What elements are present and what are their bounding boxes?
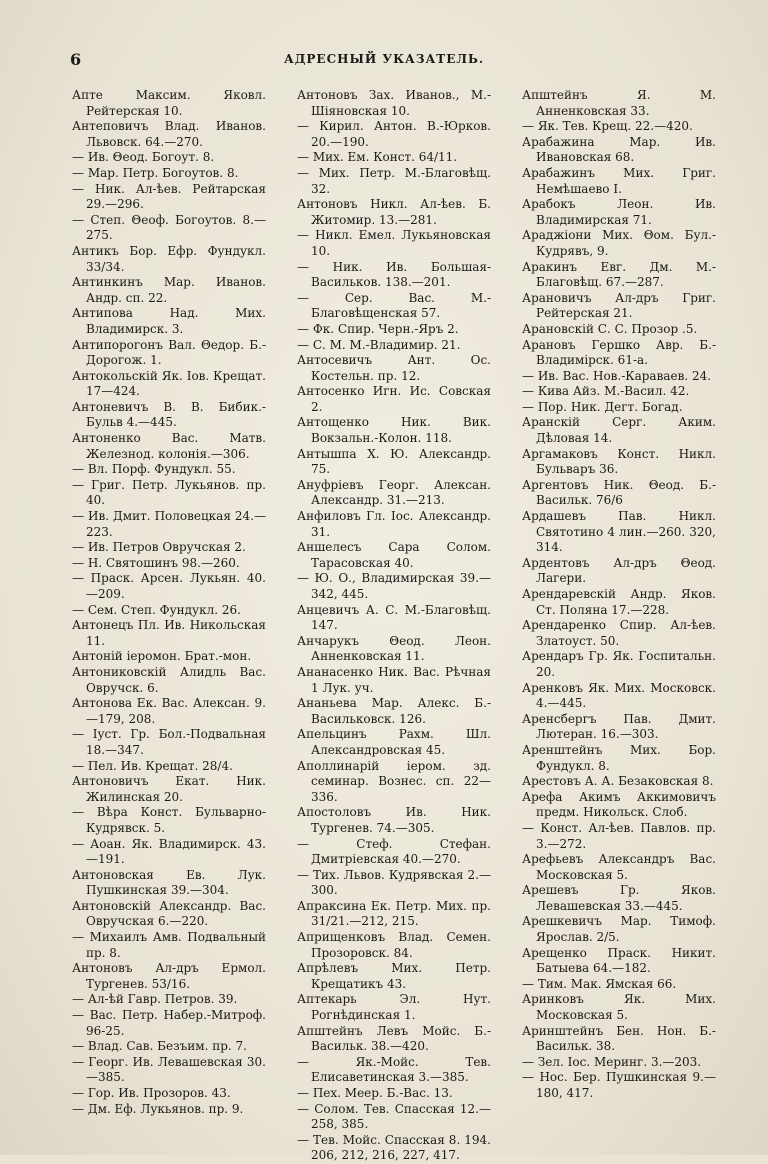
directory-entry: Анцевичъ А. С. М.-Благовѣщ. 147. (297, 602, 491, 633)
directory-entry: Аракинъ Евг. Дм. М.-Благовѣщ. 67.—287. (522, 259, 716, 290)
directory-entry: — Фк. Спир. Черн.-Яръ 2. (297, 321, 459, 336)
page-number: 6 (70, 50, 82, 69)
directory-entry: Антонова Ек. Вас. Алексан. 9.—179, 208. (72, 696, 266, 726)
directory-entry: Антощенко Ник. Вик. Вокзальн.-Колон. 118. (297, 415, 491, 446)
directory-entry: Аранскій Серг. Аким. Дѣловая 14. (522, 415, 716, 446)
directory-entry: — Солом. Тев. Спасская 12.—258, 385. (297, 1101, 491, 1132)
directory-entry: — Сер. Вас. М.-Благовѣщенская 57. (297, 290, 491, 321)
directory-entry: — Георг. Ив. Левашевская 30.—385. (72, 1054, 266, 1085)
directory-entry: Антонецъ Пл. Ив. Никольская 11. (72, 618, 266, 648)
directory-entry: Араджіони Мих. Θом. Бул.-Кудрявъ, 9. (522, 228, 716, 258)
directory-entry: Арабажинъ Мих. Григ. Немѣшаево I. (522, 165, 716, 196)
directory-entry: Антипова Над. Мих. Владимирск. 3. (72, 306, 266, 336)
directory-entry: — Зел. Іос. Меринг. 3.—203. (522, 1054, 702, 1069)
directory-entry: Арановичъ Ал-дръ Григ. Рейтерская 21. (522, 290, 716, 321)
directory-entry: Антоновъ Никл. Ал-ѣев. Б. Житомир. 13.—281. (297, 197, 491, 227)
directory-entry: — Тим. Мак. Ямская 66. (522, 976, 677, 991)
directory-entry: Антоновъ Ал-дръ Ермол. Тургенев. 53/16. (72, 961, 266, 991)
directory-entry: — Конст. Ал-ѣев. Павлов. пр. 3.—272. (522, 820, 716, 851)
directory-entry: — Аоан. Як. Владимирск. 43.—191. (72, 836, 266, 867)
directory-entry: Антоновская Ев. Лук. Пушкинская 39.—304. (72, 867, 266, 898)
directory-entry: — Пел. Ив. Крещат. 28/4. (72, 758, 233, 773)
directory-entry: — Стеф. Стефан. Дмитріевская 40.—270. (297, 836, 491, 867)
directory-entry: Антоненко Вас. Матв. Железнод. колонія.—306. (72, 431, 266, 461)
directory-entry: Антокольскій Як. Іов. Крещат. 17—424. (72, 368, 266, 399)
directory-entry: Апраксина Ек. Петр. Мих. пр. 31/21.—212, 215. (297, 898, 491, 929)
directory-entry: Ардентовъ Ал-дръ Θеод. Лагери. (522, 555, 716, 586)
directory-entry: Ануфріевъ Георг. Алексан. Александр. 31.—213. (297, 477, 491, 508)
directory-entry: — Пор. Ник. Дегт. Богад. (522, 399, 683, 414)
directory-entry: Арефьевъ Александръ Вас. Московская 5. (522, 852, 716, 882)
directory-entry: — Мих. Ем. Конст. 64/11. (297, 150, 458, 165)
directory-entry: Ананьева Мар. Алекс. Б.-Васильковск. 126. (297, 696, 491, 726)
directory-entry: — Ник. Ив. Большая-Васильков. 138.—201. (297, 259, 491, 290)
directory-entry: — Дм. Еф. Лукьянов. пр. 9. (72, 1101, 244, 1116)
directory-entry: Ардашевъ Пав. Никл. Святотино 4 лин.—260. 320, 314. (522, 509, 716, 555)
directory-entry: — Ив. Петров Овручская 2. (72, 540, 246, 555)
directory-entry: Априщенковъ Влад. Семен. Прозоровск. 84. (297, 930, 491, 960)
directory-entry: Арендаръ Гр. Як. Госпитальн. 20. (522, 649, 716, 679)
directory-entry: Антинкинъ Мар. Иванов. Андр. сп. 22. (72, 275, 266, 305)
directory-entry: — Кирил. Антон. В.-Юрков. 20.—190. (297, 119, 491, 149)
directory-entry: Арешевъ Гр. Яков. Левашевская 33.—445. (522, 883, 716, 913)
directory-entry: Апте Максим. Яковл. Рейтерская 10. (72, 88, 266, 118)
directory-entry: — Тих. Львов. Кудрявская 2.—300. (297, 867, 491, 898)
directory-entry: — Ив. Вас. Нов.-Караваев. 24. (522, 368, 712, 383)
directory-entry: Аргентовъ Ник. Θеод. Б.-Васильк. 76/6 (522, 477, 716, 508)
directory-entry: — Нос. Бер. Пушкинская 9.—180, 417. (522, 1070, 716, 1100)
directory-entry: Аренковъ Як. Мих. Московск. 4.—445. (522, 680, 716, 711)
directory-entry: Антосенко Игн. Ис. Совская 2. (297, 384, 491, 414)
directory-entry: Арещенко Праск. Никит. Батыева 64.—182. (522, 945, 716, 976)
directory-entry: — Як.-Мойс. Тев. Елисаветинская 3.—385. (297, 1054, 491, 1085)
directory-entry: — Никл. Емел. Лукьяновская 10. (297, 228, 491, 258)
directory-entry: Антоневичъ В. В. Бибик.-Бульв 4.—445. (72, 399, 266, 430)
directory-entry: — Вас. Петр. Набер.-Митроф. 96-25. (72, 1008, 266, 1038)
directory-entry: Апостоловъ Ив. Ник. Тургенев. 74.—305. (297, 805, 491, 835)
directory-entry: Антоновъ Зах. Иванов., М.-Шіяновская 10. (297, 88, 491, 118)
directory-entry: — Мих. Петр. М.-Благовѣщ. 32. (297, 165, 491, 196)
directory-entry: Арабажина Мар. Ив. Ивановская 68. (522, 134, 716, 165)
directory-entry: Арестовъ А. А. Безаковская 8. (522, 774, 714, 789)
directory-entry: — Тев. Мойс. Спасская 8. 194. 206, 212, 216, 227, 417. (297, 1132, 491, 1163)
directory-entry: Анчарукъ Θеод. Леон. Анненковская 11. (297, 633, 491, 664)
directory-entry: — Праск. Арсен. Лукьян. 40.—209. (72, 571, 266, 601)
directory-entry: Апельцинъ Рахм. Шл. Александровская 45. (297, 727, 491, 757)
directory-entry: Аполлинарій іером. зд. семинар. Вознес. сп. 22—336. (297, 758, 491, 804)
directory-entry: Арефа Акимъ Аккимовичъ предм. Никольск. Слоб. (522, 789, 716, 820)
directory-entry: — Влад. Сав. Безъим. пр. 7. (72, 1039, 247, 1054)
directory-entry: Арановскій С. С. Прозор .5. (522, 321, 698, 336)
directory-entry: — Сем. Степ. Фундукл. 26. (72, 602, 241, 617)
column-left (72, 88, 266, 1164)
directory-entry: Антониковскій Алидль Вас. Овручск. 6. (72, 664, 266, 695)
directory-entry: — Гор. Ив. Прозоров. 43. (72, 1086, 231, 1100)
directory-entry: — Ник. Ал-ѣев. Рейтарская 29.—296. (72, 181, 266, 212)
directory-entry: Анфиловъ Гл. Іос. Александр. 31. (297, 509, 491, 539)
running-head: АДРЕСНЫЙ УКАЗАТЕЛЬ. (283, 52, 485, 66)
directory-entry: — С. М. М.-Владимир. 21. (297, 337, 461, 352)
directory-entry: — Пех. Меер. Б.-Вас. 13. (297, 1086, 453, 1100)
directory-entry: Ананасенко Ник. Вас. Рѣчная 1 Лук. уч. (297, 664, 491, 695)
directory-entry: Антышпа Х. Ю. Александр. 75. (297, 446, 491, 477)
directory-entry: Антоновскій Александр. Вас. Овручская 6.—220. (72, 898, 266, 929)
directory-entry: — Вл. Порф. Фундукл. 55. (72, 462, 236, 477)
directory-entry: Антикъ Бор. Ефр. Фундукл. 33/34. (72, 243, 266, 274)
directory-entry: Антоновичъ Екат. Ник. Жилинская 20. (72, 774, 266, 804)
directory-entry: — Михаилъ Амв. Подвальный пр. 8. (72, 930, 266, 960)
directory-entry: Аншелесъ Сара Солом. Тарасовская 40. (297, 540, 491, 570)
directory-entry: Антосевичъ Ант. Ос. Костельн. пр. 12. (297, 353, 491, 383)
directory-entry: Антеповичъ Влад. Иванов. Львовск. 64.—270. (72, 119, 266, 149)
directory-entry: — Мар. Петр. Богоутов. 8. (72, 165, 239, 180)
directory-entry: Апштейнъ Я. М. Анненковская 33. (522, 88, 716, 118)
directory-entry: Арабокъ Леон. Ив. Владимирская 71. (522, 197, 716, 227)
directory-entry: Арендаренко Спир. Ал-ѣев. Златоуст. 50. (522, 618, 716, 648)
directory-entry: Апштейнъ Левъ Мойс. Б.-Васильк. 38.—420. (297, 1023, 491, 1054)
directory-entry: Арановъ Гершко Авр. Б.-Владимірск. 61-а. (522, 337, 716, 368)
directory-entry: — Григ. Петр. Лукьянов. пр. 40. (72, 477, 266, 508)
directory-entry: Арендаревскій Андр. Яков. Ст. Поляна 17.—228. (522, 587, 716, 617)
directory-entry: — Іуст. Гр. Бол.-Подвальная 18.—347. (72, 727, 266, 757)
directory-entry: Аринштейнъ Бен. Нон. Б.-Васильк. 38. (522, 1023, 716, 1054)
directory-entry: Аренсбергъ Пав. Дмит. Лютеран. 16.—303. (522, 711, 716, 742)
directory-entry: — Кива Айз. М.-Васил. 42. (522, 384, 690, 399)
column-right (522, 88, 716, 1164)
directory-entry: Аргамаковъ Конст. Никл. Бульваръ 36. (522, 446, 716, 477)
directory-entry: — Степ. Θеоф. Богоутов. 8.—275. (72, 212, 266, 243)
directory-entry: — Ю. О., Владимирская 39.—342, 445. (297, 571, 491, 601)
column-middle (297, 88, 491, 1164)
directory-entry: — Ал-ѣй Гавр. Петров. 39. (72, 992, 238, 1007)
directory-entry: — Н. Святошинъ 98.—260. (72, 555, 240, 570)
directory-entry: Арешкевичъ Мар. Тимоф. Ярослав. 2/5. (522, 914, 716, 945)
directory-entry: Антипорогонъ Вал. Θедор. Б.-Дорогож. 1. (72, 337, 266, 368)
directory-entry: Аринковъ Як. Мих. Московская 5. (522, 992, 716, 1023)
directory-entry: — Ив. Θеод. Богоут. 8. (72, 150, 215, 165)
directory-entry: — Вѣра Конст. Бульварно-Кудрявск. 5. (72, 805, 266, 835)
directory-entry: Аптекарь Эл. Нут. Рогнѣдинская 1. (297, 992, 491, 1023)
directory-columns (72, 88, 716, 1164)
directory-entry: — Ив. Дмит. Половецкая 24.—223. (72, 509, 266, 539)
directory-entry: Аренштейнъ Мих. Бор. Фундукл. 8. (522, 742, 716, 773)
directory-entry: Апрѣлевъ Мих. Петр. Крещатикъ 43. (297, 961, 491, 991)
directory-entry: Антоній іеромон. Брат.-мон. (72, 649, 252, 664)
directory-entry: — Як. Тев. Крещ. 22.—420. (522, 119, 693, 134)
